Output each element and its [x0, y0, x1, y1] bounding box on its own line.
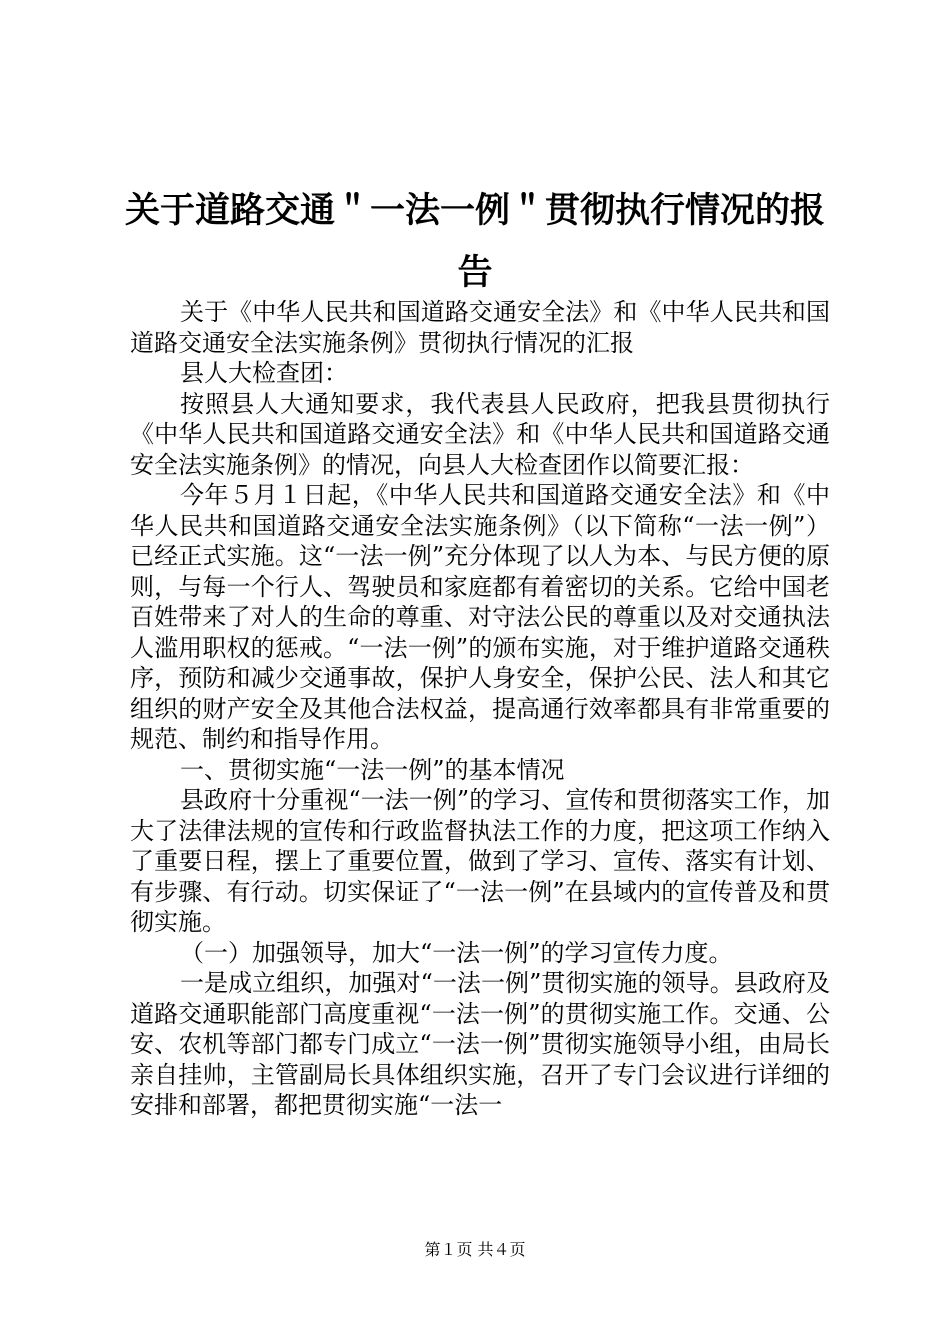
paragraph-background: 今年５月１日起，《中华人民共和国道路交通安全法》和《中华人民共和国道路交通安全法实施条例》（以下简称“一法一例”）已经正式实施。这“一法一例”充分体现了以人为本、与民方便的原则，与每一个行人、驾驶员和家庭都有着密切的关系。它给中国老百姓带来了对人的生命的尊重、对守法公民的尊重以及对交通执法人滥用职权的惩戒。“一法一例”的颁布实施，对于维护道路交通秩序，预防和减少交通事故，保护人身安全，保护公民、法人和其它组织的财产安全及其他合法权益，提高通行效率都具有非常重要的规范、制约和指导作用。	[130, 481, 830, 753]
page-number-footer: 第１页 共４页	[424, 1240, 526, 1259]
document-body	[130, 297, 830, 1121]
paragraph-salutation: 县人大检查团：	[180, 359, 348, 387]
paragraph-intro: 按照县人大通知要求，我代表县人民政府，把我县贯彻执行《中华人民共和国道路交通安全法》和《中华人民共和国道路交通安全法实施条例》的情况，向县人大检查团作以简要汇报：	[130, 389, 830, 479]
subsection-heading-1: （一）加强领导，加大“一法一例”的学习宣传力度。	[180, 938, 733, 967]
paragraph-organization: 一是成立组织，加强对“一法一例”贯彻实施的领导。县政府及道路交通职能部门高度重视“一法一例”的贯彻实施工作。交通、公安、农机等部门都专门成立“一法一例”贯彻实施领导小组，由局长亲自挂帅，主管副局长具体组织实施，召开了专门会议进行详细的安排和部署，都把贯彻实施“一法一	[130, 969, 830, 1119]
paragraph-subject: 关于《中华人民共和国道路交通安全法》和《中华人民共和国道路交通安全法实施条例》贯彻执行情况的汇报	[130, 298, 830, 357]
paragraph-basic-situation: 县政府十分重视“一法一例”的学习、宣传和贯彻落实工作，加大了法律法规的宣传和行政监督执法工作的力度，把这项工作纳入了重要日程，摆上了重要位置，做到了学习、宣传、落实有计划、有步骤、有行动。切实保证了“一法一例”在县域内的宣传普及和贯彻实施。	[130, 786, 830, 936]
document-title: 关于道路交通＂一法一例＂贯彻执行情况的报告	[124, 191, 825, 293]
section-heading-1: 一、贯彻实施“一法一例”的基本情况	[180, 755, 565, 784]
